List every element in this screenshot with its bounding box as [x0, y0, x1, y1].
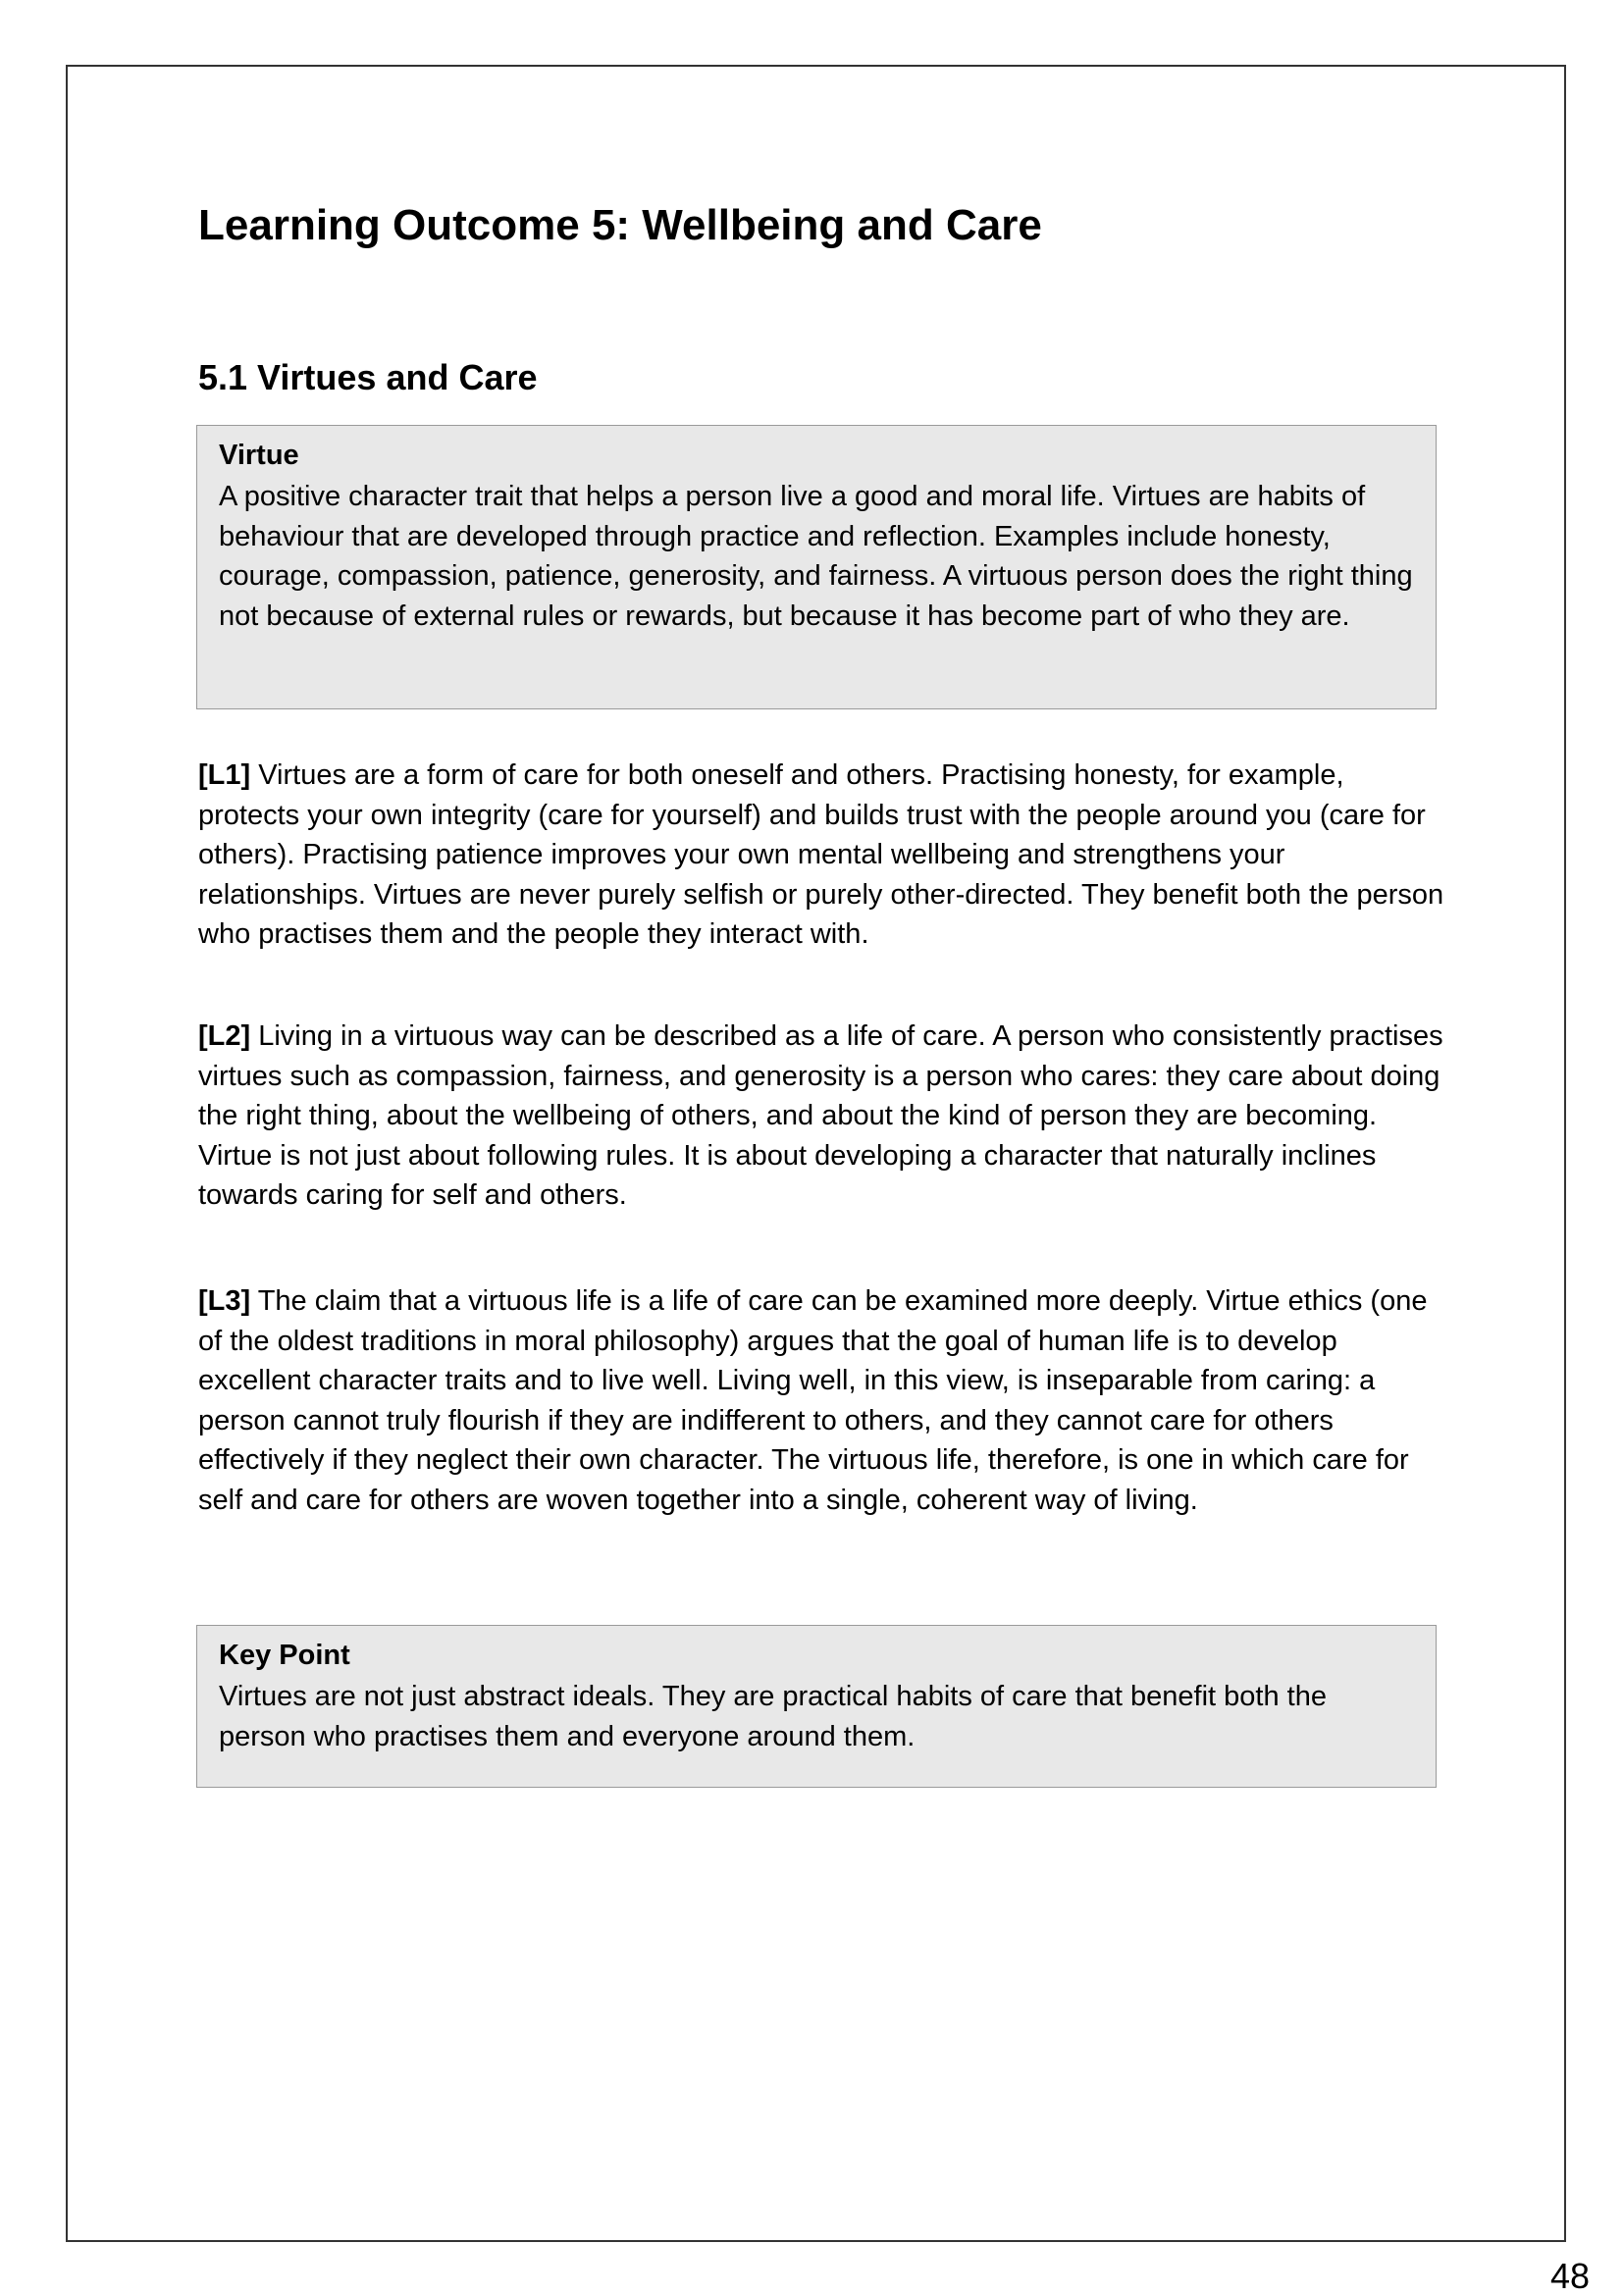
level-tag-l3: [L3]	[198, 1285, 251, 1317]
definition-body: A positive character trait that helps a person live a good and moral life. Virtues are habits of behaviour that are developed through practice and reflection. Examples include honesty, courage, compassion, patience, generosity, and fairness. A virtuous person does the right thing not because of external rules or rewards, but because it has become part of who they are.	[219, 481, 1413, 632]
paragraph-l2-text: Living in a virtuous way can be described as a life of care. A person who consistently practises virtues such as compassion, fairness, and generosity is a person who cares: they care about doing the right thing, about the wellbeing of others, and about the kind of person they are becoming. Virtue is not just about following rules. It is about developing a character that naturally inclines towards caring for self and others.	[198, 1020, 1443, 1211]
paragraph-l1-text: Virtues are a form of care for both oneself and others. Practising honesty, for example, protects your own integrity (care for yourself) and builds trust with the people around you (care for others). Practising patience improves your own mental wellbeing and strengthens your relationships. Virtues are never purely selfish or purely other-directed. They benefit both the person who practises them and the people they interact with.	[198, 759, 1444, 950]
paragraph-l1	[198, 756, 1444, 955]
key-point-box	[196, 1625, 1437, 1788]
key-point-body: Virtues are not just abstract ideals. They are practical habits of care that benefit both the person who practises them and everyone around them.	[219, 1681, 1327, 1752]
level-tag-l1: [L1]	[198, 759, 251, 791]
paragraph-l2	[198, 1017, 1444, 1216]
page-title: Learning Outcome 5: Wellbeing and Care	[198, 201, 1042, 249]
definition-title: Virtue	[219, 440, 299, 471]
paragraph-l3	[198, 1281, 1444, 1520]
level-tag-l2: [L2]	[198, 1020, 251, 1052]
key-point-title: Key Point	[219, 1640, 350, 1671]
page-number: 48	[1550, 2256, 1591, 2296]
section-heading: 5.1 Virtues and Care	[198, 357, 538, 397]
definition-box	[196, 425, 1437, 709]
paragraph-l3-text: The claim that a virtuous life is a life of care can be examined more deeply. Virtue ethics (one of the oldest traditions in moral philosophy) argues that the goal of human life is to develop excellent character traits and to live well. Living well, in this view, is inseparable from caring: a person cannot truly flourish if they are indifferent to others, and they cannot care for others effectively if they neglect their own character. The virtuous life, therefore, is one in which care for self and care for others are woven together into a single, coherent way of living.	[198, 1285, 1428, 1516]
